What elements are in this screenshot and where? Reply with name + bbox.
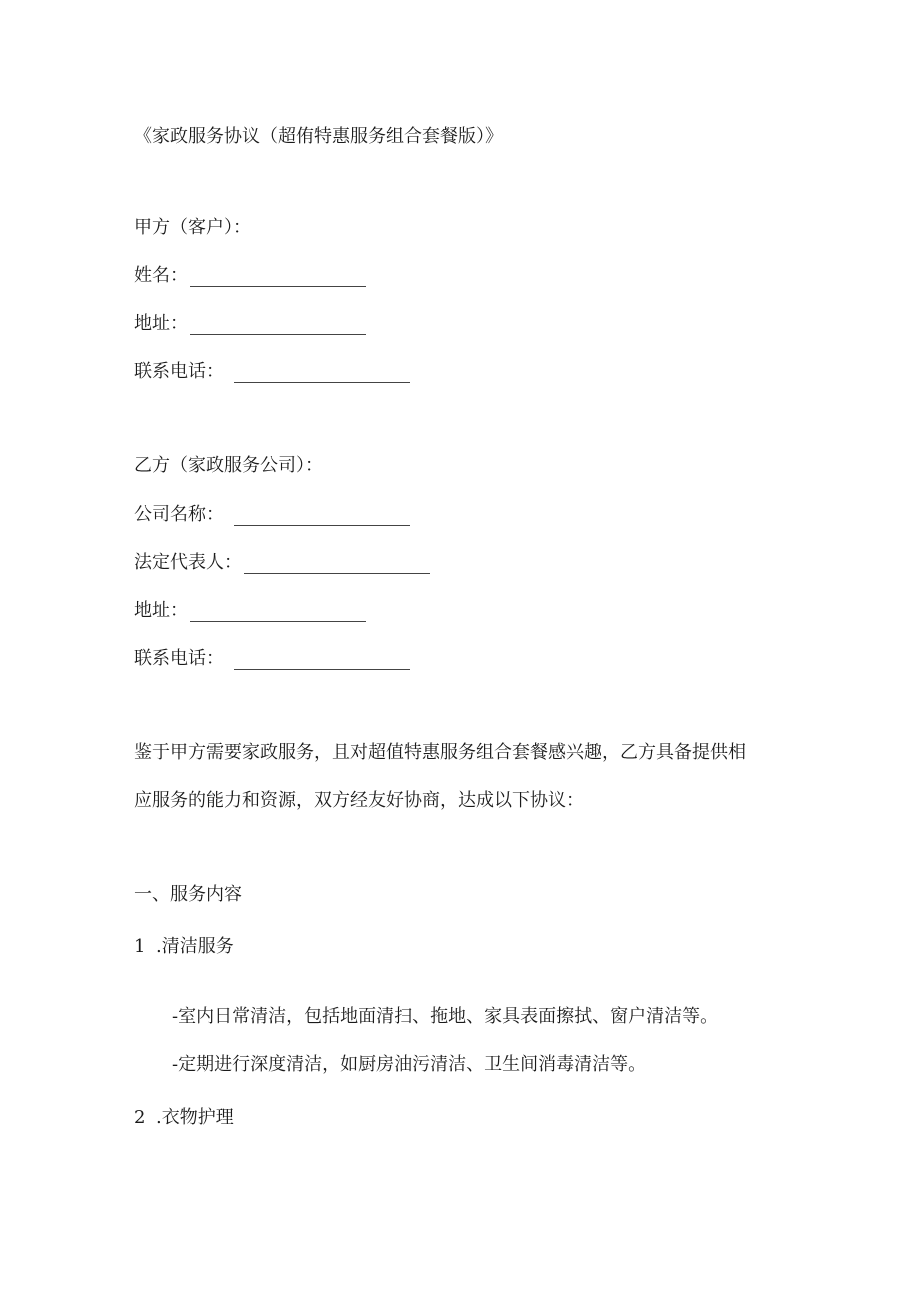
- party-b-address-blank[interactable]: [190, 605, 366, 622]
- document-title: 《家政服务协议（超侑特惠服务组合套餐版）》: [134, 126, 503, 147]
- item-1-bullet-1: -室内日常清洁，包括地面清扫、拖地、家具表面擦拭、窗户清洁等。: [172, 1006, 719, 1027]
- item-1-bullet-2: -定期进行深度清洁，如厨房油污清洁、卫生间消毒清洁等。: [172, 1054, 647, 1075]
- party-b-rep-row: [134, 552, 430, 574]
- party-a-phone-row: [134, 361, 410, 383]
- party-a-name-blank[interactable]: [190, 270, 366, 287]
- party-a-phone-blank[interactable]: [234, 366, 410, 383]
- party-b-address-row: [134, 600, 366, 622]
- section-1-heading: 一、服务内容: [134, 884, 242, 905]
- party-b-company-row: [134, 504, 410, 526]
- party-a-address-label: 地址：: [134, 313, 188, 334]
- party-b-phone-blank[interactable]: [234, 653, 410, 670]
- preamble-line-1: 鉴于甲方需要家政服务，且对超值特惠服务组合套餐感兴趣，乙方具备提供相: [134, 742, 746, 763]
- item-2-number: 2: [134, 1107, 146, 1128]
- party-a-name-row: [134, 265, 366, 287]
- item-2-heading: [134, 1107, 234, 1129]
- party-b-heading: 乙方（家政服务公司）：: [134, 455, 323, 476]
- party-b-rep-label: 法定代表人：: [134, 552, 242, 573]
- item-1-heading: [134, 936, 234, 958]
- item-1-number: 1: [134, 936, 146, 957]
- party-a-address-row: [134, 313, 366, 335]
- party-b-company-blank[interactable]: [234, 509, 410, 526]
- party-a-heading: 甲方（客户）：: [134, 217, 251, 238]
- item-1-title: .清洁服务: [156, 936, 234, 957]
- party-a-address-blank[interactable]: [190, 318, 366, 335]
- preamble-line-2: 应服务的能力和资源，双方经友好协商，达成以下协议：: [134, 790, 584, 811]
- party-b-company-label: 公司名称：: [134, 504, 224, 525]
- item-2-title: .衣物护理: [156, 1107, 234, 1128]
- party-b-rep-blank[interactable]: [244, 557, 430, 574]
- party-b-address-label: 地址：: [134, 600, 188, 621]
- party-b-phone-row: [134, 648, 410, 670]
- party-a-name-label: 姓名：: [134, 265, 188, 286]
- party-a-phone-label: 联系电话：: [134, 361, 224, 382]
- party-b-phone-label: 联系电话：: [134, 648, 224, 669]
